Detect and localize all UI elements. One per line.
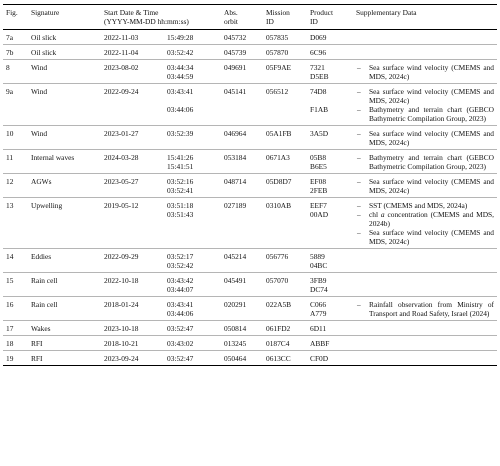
supplementary-cell [353,150,497,174]
time-cell [164,321,221,336]
product-cell [307,174,353,198]
supplementary-cell [353,297,497,321]
time-value: 03:43:41 [167,87,194,96]
time-value: 03:44:34 [167,63,194,72]
time-cell [164,336,221,351]
product-cell [307,45,353,60]
mission-cell: 05D8D7 [266,177,292,186]
signature-cell: Rain cell [31,300,58,309]
mission-cell: 05A1FB [266,129,292,138]
mission-cell: 0613CC [266,354,291,363]
fig-cell: 13 [6,201,14,210]
date-cell: 2022-11-04 [104,48,139,57]
header-mission-line1: Mission [266,8,290,17]
supplementary-cell [353,45,497,60]
orbit-cell: 013245 [224,339,247,348]
supplementary-cell [353,60,497,84]
supplementary-item: – Sea surface wind velocity (CMEMS and MDS, 2024c) [356,87,494,105]
time-value: 03:51:18 [167,201,194,210]
orbit-cell: 045491 [224,276,247,285]
supplementary-list [356,177,494,195]
time-value: 15:41:51 [167,162,194,171]
time-cell [164,273,221,297]
table-row [3,198,497,249]
observations-table [3,4,497,366]
time-value: 03:43:41 [167,300,194,309]
signature-cell: Eddies [31,252,52,261]
fig-cell: 7a [6,33,13,42]
mission-cell: 0310AB [266,201,292,210]
product-value: A779 [310,309,327,318]
product-value: C066 [310,300,327,309]
product-value: EEF7 [310,201,327,210]
product-value: ABBF [310,339,330,348]
date-cell: 2023-10-18 [104,324,139,333]
product-value: 6C96 [310,48,327,57]
time-value: 03:44:06 [167,309,194,318]
orbit-cell: 046964 [224,129,247,138]
time-value: 03:44:06 [167,105,194,114]
header-start-date [101,5,221,30]
signature-cell: RFI [31,354,43,363]
time-value: 03:43:02 [167,339,194,348]
mission-cell: 0187C4 [266,339,290,348]
time-value: 03:44:59 [167,72,194,81]
time-cell [164,249,221,273]
date-cell: 2023-09-24 [104,354,139,363]
product-value: 74D8 [310,87,327,96]
supplementary-cell [353,336,497,351]
signature-cell: AGWs [31,177,52,186]
mission-cell: 061FD2 [266,324,291,333]
mission-cell: 056776 [266,252,289,261]
product-value: 6D11 [310,324,327,333]
table-row [3,249,497,273]
signature-cell: Rain cell [31,276,58,285]
supplementary-item: – Sea surface wind velocity (CMEMS and MDS, 2024c) [356,228,494,246]
supplementary-cell [353,198,497,249]
product-cell [307,273,353,297]
table-row [3,126,497,150]
signature-cell: Wakes [31,324,51,333]
product-value: 04BC [310,261,328,270]
orbit-cell: 027189 [224,201,247,210]
date-cell: 2024-03-28 [104,153,139,162]
time-value: 03:52:17 [167,252,194,261]
product-value: 5889 [310,252,325,261]
supplementary-item: – Sea surface wind velocity (CMEMS and MDS, 2024c) [356,129,494,147]
orbit-cell: 053184 [224,153,247,162]
supplementary-list [356,129,494,147]
supplementary-item: – SST (CMEMS and MDS, 2024a) [356,201,494,210]
product-cell [307,297,353,321]
table-row [3,30,497,45]
orbit-cell: 045141 [224,87,247,96]
product-value: 7321 [310,63,325,72]
supplementary-list [356,201,494,246]
signature-cell: RFI [31,339,43,348]
date-cell: 2023-08-02 [104,63,139,72]
time-value: 03:52:16 [167,177,194,186]
product-cell [307,60,353,84]
fig-cell: 9a [6,87,13,96]
product-cell [307,321,353,336]
date-cell: 2023-01-27 [104,129,139,138]
product-value [310,96,350,105]
header-product-line1: Product [310,8,334,17]
header-mission-line2: ID [266,17,274,26]
time-cell [164,126,221,150]
supplementary-item: – Bathymetry and terrain chart (GEBCO Bathymetric Compilation Group, 2023) [356,153,494,171]
product-value: B6E5 [310,162,327,171]
signature-cell: Oil slick [31,48,57,57]
time-value: 03:43:42 [167,276,194,285]
header-fig: Fig. [6,8,18,17]
mission-cell: 057870 [266,48,289,57]
table-row [3,336,497,351]
header-supplementary: Supplementary Data [356,8,417,17]
time-value: 03:52:42 [167,48,194,57]
mission-cell: 0671A3 [266,153,290,162]
time-value: 03:52:39 [167,129,194,138]
supplementary-cell [353,126,497,150]
orbit-cell: 045739 [224,48,247,57]
orbit-cell: 045214 [224,252,247,261]
time-value: 03:51:43 [167,210,194,219]
product-cell [307,150,353,174]
orbit-cell: 020291 [224,300,247,309]
time-cell [164,30,221,45]
mission-cell: 056512 [266,87,289,96]
fig-cell: 18 [6,339,14,348]
time-cell [164,174,221,198]
product-cell [307,84,353,126]
product-cell [307,126,353,150]
mission-cell: 05F9AE [266,63,292,72]
table-row [3,297,497,321]
supplementary-cell [353,84,497,126]
header-product-id [307,5,353,30]
product-value: D5EB [310,72,329,81]
fig-cell: 19 [6,354,14,363]
product-value: D069 [310,33,327,42]
supplementary-list [356,300,494,318]
table-body [3,30,497,366]
time-cell [164,84,221,126]
time-cell [164,60,221,84]
time-value [167,96,218,105]
time-value: 03:52:42 [167,261,194,270]
product-value: 3FB9 [310,276,327,285]
time-value: 03:52:41 [167,186,194,195]
table-row [3,174,497,198]
time-value: 15:41:26 [167,153,194,162]
supplementary-cell [353,321,497,336]
header-signature: Signature [31,8,60,17]
orbit-cell: 050814 [224,324,247,333]
product-value: F1AB [310,105,329,114]
mission-cell: 022A5B [266,300,292,309]
supplementary-cell [353,351,497,366]
fig-cell: 14 [6,252,14,261]
date-cell: 2023-05-27 [104,177,139,186]
date-cell: 2018-10-21 [104,339,139,348]
header-abs-orbit [221,5,263,30]
date-cell: 2022-11-03 [104,33,139,42]
supplementary-item: – chl a concentration (CMEMS and MDS, 2024b) [356,210,494,228]
signature-cell: Upwelling [31,201,63,210]
time-cell [164,351,221,366]
product-cell [307,198,353,249]
supplementary-cell [353,30,497,45]
signature-cell: Internal waves [31,153,75,162]
orbit-cell: 048714 [224,177,247,186]
fig-cell: 8 [6,63,10,72]
table-row [3,321,497,336]
supplementary-list [356,87,494,123]
supplementary-item: – Sea surface wind velocity (CMEMS and MDS, 2024c) [356,63,494,81]
supplementary-cell [353,174,497,198]
fig-cell: 7b [6,48,14,57]
table-row [3,60,497,84]
product-value: 05B8 [310,153,327,162]
signature-cell: Wind [31,129,48,138]
date-cell: 2022-10-18 [104,276,139,285]
fig-cell: 11 [6,153,14,162]
product-value: 00AD [310,210,329,219]
time-value: 03:52:47 [167,354,194,363]
header-product-line2: ID [310,17,318,26]
product-cell [307,336,353,351]
fig-cell: 16 [6,300,14,309]
supplementary-list [356,153,494,171]
date-cell: 2019-05-12 [104,201,139,210]
signature-cell: Oil slick [31,33,57,42]
mission-cell: 057070 [266,276,289,285]
supplementary-cell [353,273,497,297]
time-cell [164,45,221,60]
fig-cell: 12 [6,177,14,186]
table-row [3,84,497,126]
supplementary-item: – Sea surface wind velocity (CMEMS and MDS, 2024c) [356,177,494,195]
supplementary-item: – Bathymetry and terrain chart (GEBCO Bathymetric Compilation Group, 2023) [356,105,494,123]
time-cell [164,297,221,321]
time-value: 03:52:47 [167,324,194,333]
product-value: CF0D [310,354,329,363]
fig-cell: 15 [6,276,14,285]
orbit-cell: 045732 [224,33,247,42]
orbit-cell: 049691 [224,63,247,72]
orbit-cell: 050464 [224,354,247,363]
product-value: DC74 [310,285,328,294]
fig-cell: 10 [6,129,14,138]
supplementary-cell [353,249,497,273]
product-cell [307,249,353,273]
product-value: EF08 [310,177,327,186]
header-abs-orbit-line2: orbit [224,17,238,26]
date-cell: 2022-09-24 [104,87,139,96]
header-abs-orbit-line1: Abs. [224,8,238,17]
date-cell: 2018-01-24 [104,300,139,309]
signature-cell: Wind [31,63,48,72]
mission-cell: 057835 [266,33,289,42]
table-row [3,351,497,366]
time-cell [164,150,221,174]
table-row [3,45,497,60]
table-row [3,150,497,174]
time-value: 15:49:28 [167,33,194,42]
product-value: 2FEB [310,186,328,195]
signature-cell: Wind [31,87,48,96]
header-row [3,5,497,30]
header-mission-id [263,5,307,30]
date-cell: 2022-09-29 [104,252,139,261]
product-cell [307,351,353,366]
header-start-date-line2: (YYYY-MM-DD hh:mm:ss) [104,17,189,26]
supplementary-list [356,63,494,81]
product-cell [307,30,353,45]
table-row [3,273,497,297]
fig-cell: 17 [6,324,14,333]
header-start-date-line1: Start Date & Time [104,8,159,17]
product-value: 3A5D [310,129,329,138]
time-cell [164,198,221,249]
time-value: 03:44:07 [167,285,194,294]
supplementary-item: – Rainfall observation from Ministry of Transport and Road Safety, Israel (2024) [356,300,494,318]
